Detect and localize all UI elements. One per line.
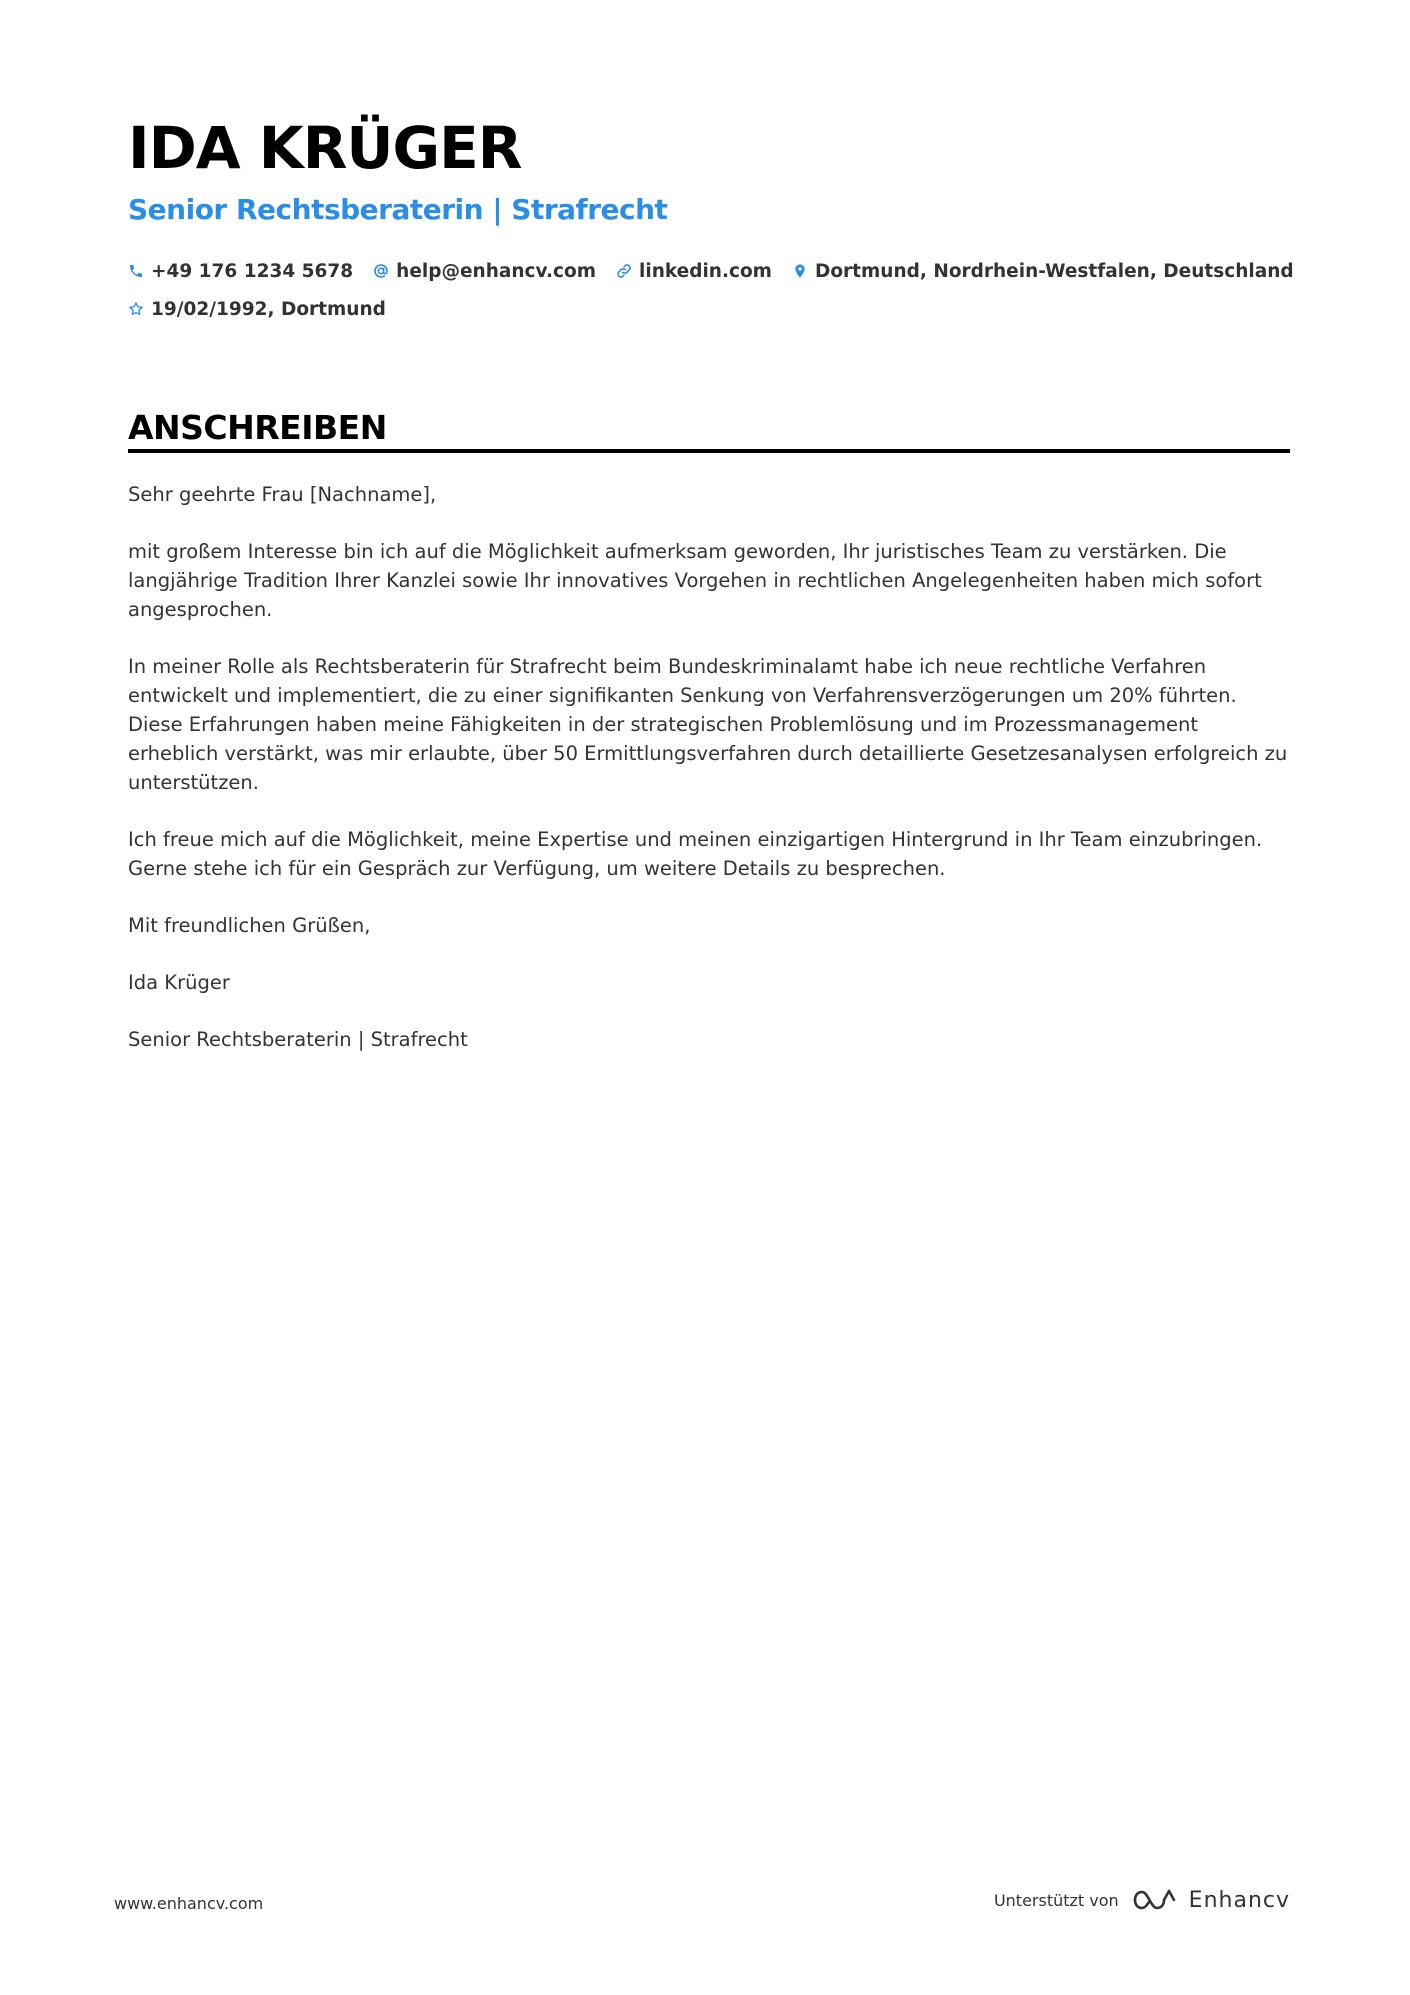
at-icon [373,263,389,279]
candidate-name: IDA KRÜGER [128,114,522,182]
contact-phone [128,261,353,282]
letter-paragraph: mit großem Interesse bin ich auf die Möglichkeit aufmerksam geworden, Ihr juristisches Team zu verstärken. Die langjährige Tradition Ihrer Kanzlei sowie Ihr innovatives Vorgehen in rechtlichen Angelegenheiten haben mich sofort angesprochen. [128,540,1262,621]
letter-closing: Mit freundlichen Grüßen, [128,914,371,937]
contact-row-secondary [128,290,1290,328]
enhancv-logo-icon [1131,1886,1177,1914]
contact-email[interactable] [373,261,596,282]
link-icon [616,263,632,279]
letter-body [128,480,1290,1082]
star-icon [128,301,144,317]
contact-linkedin[interactable] [616,261,772,282]
brand-name: Enhancv [1188,1887,1290,1913]
signature-title: Senior Rechtsberaterin | Strafrecht [128,1028,468,1051]
powered-by-label: Unterstützt von [993,1890,1119,1910]
section-heading: ANSCHREIBEN [128,408,387,447]
phone-text: +49 176 1234 5678 [151,260,354,282]
location-text: Dortmund, Nordrhein-Westfalen, Deutschland [814,260,1294,282]
contact-location [792,261,1294,282]
linkedin-text[interactable]: linkedin.com [639,260,772,282]
section-divider [128,449,1290,453]
signature-name: Ida Krüger [128,971,230,994]
contact-info [128,252,1294,328]
letter-paragraph: Ich freue mich auf die Möglichkeit, meine Expertise und meinen einzigartigen Hintergrund in Ihr Team einzubringen. Gerne stehe ich für ein Gespräch zur Verfügung, um weitere Details zu besprechen. [128,828,1263,880]
letter-salutation: Sehr geehrte Frau [Nachname], [128,483,437,506]
email-text[interactable]: help@enhancv.com [396,260,597,282]
contact-row-primary [128,252,1294,290]
contact-birth [128,299,386,320]
footer-website[interactable]: www.enhancv.com [114,1894,264,1913]
birth-text: 19/02/1992, Dortmund [151,298,386,320]
candidate-title: Senior Rechtsberaterin | Strafrecht [128,193,668,226]
phone-icon [128,263,144,279]
letter-paragraph: In meiner Rolle als Rechtsberaterin für Strafrecht beim Bundeskriminalamt habe ich neue rechtliche Verfahren entwickelt und implementiert, die zu einer signifikanten Senkung von Verfahrensverzögerungen um 20% führten. Diese Erfahrungen haben meine Fähigkeiten in der strategischen Problemlösung und im Prozessmanagement erheblich verstärkt, was mir erlaubte, über 50 Ermittlungsverfahren durch detaillierte Gesetzesanalysen erfolgreich zu unterstützen. [128,655,1288,794]
location-pin-icon [792,263,808,279]
footer-branding [994,1886,1290,1914]
